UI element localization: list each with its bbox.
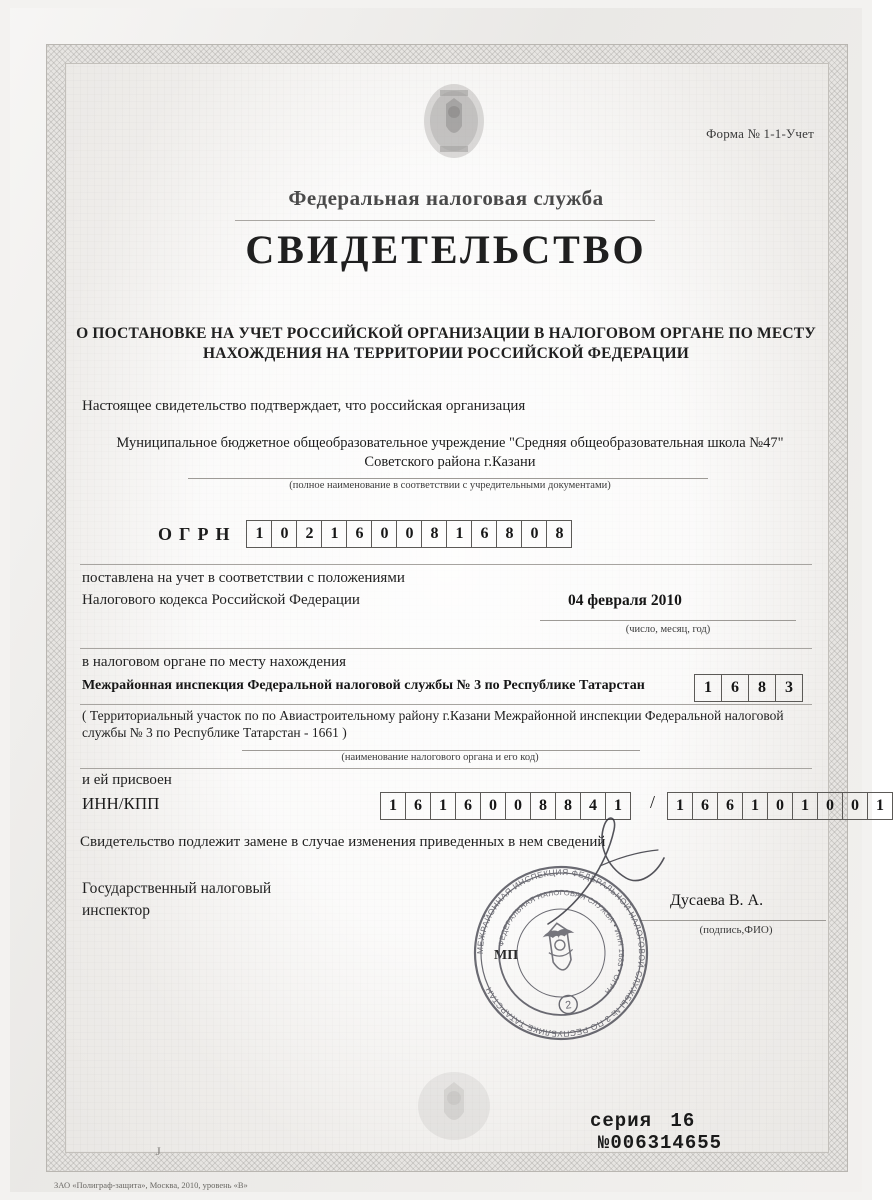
- kpp-digit: 6: [693, 793, 718, 819]
- confirmation-text: Настоящее свидетельство подтверждает, что российская организация: [82, 398, 526, 414]
- ogrn-row: [158, 520, 572, 548]
- ogrn-digit: 1: [247, 521, 272, 547]
- watermark-coat-of-arms-icon: [416, 1068, 492, 1144]
- agency-title: Федеральная налоговая служба: [288, 186, 604, 210]
- document-subject: О ПОСТАНОВКЕ НА УЧЕТ РОССИЙСКОЙ ОРГАНИЗАЦИИ В НАЛОГОВОМ ОРГАНЕ ПО МЕСТУ НАХОЖДЕНИЯ НА ТЕРРИТОРИИ РОССИЙСКОЙ ФЕДЕРАЦИИ: [76, 325, 816, 362]
- inn-digit: 0: [481, 793, 506, 819]
- divider-1: [80, 564, 812, 565]
- inn-digit: 1: [614, 797, 622, 814]
- printing-house-note: ЗАО «Полиграф-защита», Москва, 2010, уровень «В»: [54, 1180, 248, 1190]
- divider-tax-body-note: [242, 750, 640, 751]
- scan-artifact-mark: J: [156, 1144, 161, 1158]
- ogrn-digit-boxes: [246, 520, 572, 548]
- svg-text:ФЕДЕРАЛЬНАЯ НАЛОГОВАЯ СЛУЖБА •: ФЕДЕРАЛЬНАЯ НАЛОГОВАЯ СЛУЖБА • ИНН 1683 • ОГРН: [496, 887, 627, 997]
- kpp-digit: 0: [818, 793, 843, 819]
- series-value: 16: [670, 1110, 696, 1132]
- kpp-digit: 1: [793, 793, 818, 819]
- inn-digit: 1: [381, 793, 406, 819]
- tax-code-digit: 3: [785, 679, 793, 696]
- inn-digit: 4: [581, 793, 606, 819]
- ogrn-digit: 8: [555, 525, 564, 542]
- inn-digit: 0: [506, 793, 531, 819]
- divider-organization: [188, 478, 708, 479]
- kpp-digit: 1: [668, 793, 693, 819]
- ogrn-digit: 2: [297, 521, 322, 547]
- registration-line-2: Налогового кодекса Российской Федерации: [82, 592, 360, 608]
- inn-kpp-label: ИНН/КПП: [82, 794, 160, 813]
- divider-date: [540, 620, 796, 621]
- organization-note: (полное наименование в соответствии с учредительными документами): [289, 480, 611, 491]
- tax-code-digit: 6: [722, 675, 749, 701]
- inspector-title-line-1: Государственный налоговый: [82, 880, 272, 897]
- tax-code-digit: 1: [695, 675, 722, 701]
- svg-text:МЕЖРАЙОННАЯ ИНСПЕКЦИЯ ФЕДЕРАЛЬ: МЕЖРАЙОННАЯ ИНСПЕКЦИЯ ФЕДЕРАЛЬНОЙ НАЛОГОВОЙ СЛУЖБЫ № 3 ПО РЕСПУБЛИКЕ ТАТАРСТАН: [474, 866, 648, 1040]
- inn-digit: 6: [456, 793, 481, 819]
- replacement-note: Свидетельство подлежит замене в случае изменения приведенных в нем сведений: [80, 834, 606, 850]
- ogrn-digit: 0: [397, 521, 422, 547]
- ogrn-digit: 8: [497, 521, 522, 547]
- kpp-digit: 1: [876, 797, 884, 814]
- territorial-section: ( Территориальный участок по по Авиастроительному району г.Казани Межрайонной инспекции Федеральной налоговой службы № 3 по Республике Татарстан - 1661 ): [82, 708, 784, 740]
- inn-digit: 6: [406, 793, 431, 819]
- organization-name: Муниципальное бюджетное общеобразовательное учреждение "Средняя общеобразовательная школа №47" Советского района г.Казани: [116, 435, 784, 470]
- registration-date: 04 февраля 2010: [568, 592, 682, 609]
- divider-4: [80, 768, 812, 769]
- ogrn-digit: 6: [347, 521, 372, 547]
- kpp-digit: 1: [743, 793, 768, 819]
- tax-body-header: в налоговом органе по месту нахождения: [82, 654, 347, 670]
- inspector-title-line-2: инспектор: [82, 902, 151, 919]
- ogrn-label: ОГРН: [158, 523, 237, 544]
- divider-under-agency: [235, 220, 655, 221]
- certificate-content: [70, 68, 884, 1154]
- assigned-line: и ей присвоен: [82, 772, 172, 788]
- signature-note: (подпись,ФИО): [699, 924, 773, 936]
- tax-body-name: Межрайонная инспекция Федеральной налоговой службы № 3 по Республике Татарстан: [82, 678, 645, 693]
- coat-of-arms-icon: [422, 82, 486, 160]
- inn-kpp-separator: /: [650, 792, 656, 812]
- registration-line-1: поставлена на учет в соответствии с положениями: [82, 570, 405, 586]
- kpp-digit: 0: [768, 793, 793, 819]
- official-round-stamp: [454, 846, 669, 1061]
- divider-2: [80, 648, 812, 649]
- ogrn-digit: 8: [422, 521, 447, 547]
- ogrn-digit: 1: [322, 521, 347, 547]
- certificate-number: №006314655: [598, 1132, 723, 1154]
- series-label: серия: [590, 1110, 653, 1132]
- inn-digit: 1: [431, 793, 456, 819]
- ogrn-digit: 0: [272, 521, 297, 547]
- stamp-mark-label: МП: [494, 948, 519, 963]
- ogrn-digit: 0: [522, 521, 547, 547]
- page-title: СВИДЕТЕЛЬСТВО: [245, 227, 647, 272]
- ogrn-digit: 0: [372, 521, 397, 547]
- divider-3: [80, 704, 812, 705]
- tax-body-note: (наименование налогового органа и его код): [341, 752, 539, 763]
- kpp-digit: 0: [843, 793, 868, 819]
- inspector-name: Дусаева В. А.: [670, 892, 764, 909]
- svg-text:2: 2: [564, 999, 573, 1012]
- ogrn-digit: 6: [472, 521, 497, 547]
- ogrn-digit: 1: [447, 521, 472, 547]
- inn-digit: 8: [531, 793, 556, 819]
- tax-code-digit: 8: [749, 675, 776, 701]
- scanned-paper: [10, 8, 884, 1192]
- date-note: (число, месяц, год): [625, 624, 711, 635]
- form-number: Форма № 1-1-Учет: [706, 126, 814, 141]
- tax-body-code-boxes: [694, 674, 803, 702]
- kpp-digit: 6: [718, 793, 743, 819]
- series-number-row: [590, 1110, 822, 1154]
- inn-digit: 8: [556, 793, 581, 819]
